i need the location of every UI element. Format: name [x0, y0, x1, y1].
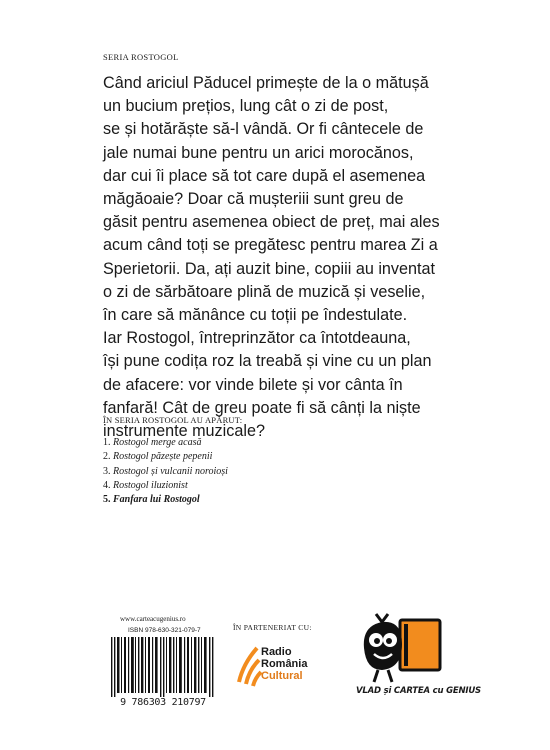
list-item-title: Rostogol merge acasă — [113, 437, 202, 448]
back-cover-blurb — [103, 72, 523, 443]
radio-logo-line: Radio — [261, 646, 292, 658]
radio-wave-icon — [233, 640, 263, 690]
list-item-current — [103, 493, 228, 507]
blurb-line: dar cui îi place să tot care după el asemenea — [103, 166, 426, 185]
list-item — [103, 465, 228, 479]
blurb-line: Când ariciul Păducel primește de la o mătușă — [103, 74, 429, 92]
partner-label: ÎN PARTENERIAT CU: — [233, 623, 312, 632]
list-item-title: Rostogol păzește pepenii — [113, 451, 213, 463]
list-item-number: 3. — [103, 465, 111, 477]
list-item-title: Fanfara lui Rostogol — [113, 494, 200, 506]
blurb-line: de afacere: vor vinde bilete și vor cânta în — [103, 375, 403, 394]
blurb-line: în care să mănânce cu toții pe îndestulate. — [103, 306, 408, 325]
list-item-number: 2. — [103, 451, 111, 463]
blurb-line: se și hotărăște să-l vândă. Or fi cântecele de — [103, 120, 424, 139]
barcode-bars — [103, 637, 223, 699]
list-item — [103, 436, 228, 450]
radio-logo-line: România — [261, 658, 308, 670]
series-list-heading: ÎN SERIA ROSTOGOL AU APĂRUT: — [103, 415, 243, 425]
isbn-text: ISBN 978-630-321-079-7 — [128, 627, 201, 634]
list-item — [103, 450, 228, 464]
radio-logo-line: Cultural — [261, 670, 303, 682]
blurb-line: un bucium prețios, lung cât o zi de post, — [103, 97, 389, 116]
blurb-line: Sperietorii. Da, ați auzit bine, copiii au inventat — [103, 259, 436, 278]
blurb-line: jale numai bune pentru un arici morocănos, — [103, 143, 414, 162]
barcode-digits: 9 786303 210797 — [103, 697, 223, 708]
blurb-line: fanfară! Cât de greu poate fi să cânți la niște — [103, 398, 421, 417]
list-item-title: Rostogol și vulcanii noroioși — [113, 465, 228, 477]
blurb-line: acum când toți se pregătesc pentru marea Zi a — [103, 236, 438, 255]
vlad-logo-text: VLAD și CARTEA cu GENIUS — [356, 686, 481, 696]
series-book-list — [103, 436, 228, 507]
blurb-line: găsit pentru asemenea obiect de preț, mai ales — [103, 213, 440, 232]
radio-logo-text — [261, 646, 307, 682]
blurb-line: Iar Rostogol, întreprinzător ca întotdeauna, — [103, 329, 411, 348]
list-item-number: 1. — [103, 437, 111, 448]
list-item-number: 4. — [103, 479, 111, 491]
list-item-number: 5. — [103, 494, 111, 506]
blurb-line: instrumente muzicale? — [103, 422, 265, 441]
mascot-with-book-icon — [358, 608, 448, 688]
list-item — [103, 479, 228, 493]
blurb-line: măgăoaie? Doar că mușteriii sunt greu de — [103, 190, 404, 209]
series-label: SERIA ROSTOGOL — [103, 52, 179, 62]
website-url[interactable]: www.carteacugenius.ro — [120, 615, 186, 623]
blurb-line: o zi de sărbătoare plină de muzică și veselie, — [103, 282, 426, 301]
blurb-line: își pune codița roz la treabă și vine cu un plan — [103, 352, 432, 371]
list-item-title: Rostogol iluzionist — [113, 479, 188, 491]
